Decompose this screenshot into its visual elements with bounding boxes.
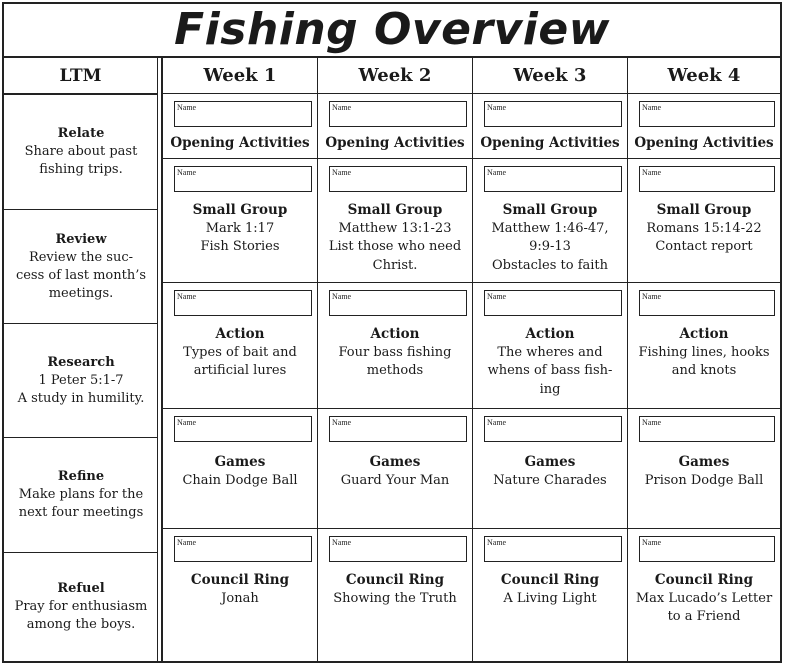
title-bar — [4, 4, 780, 58]
activity-detail: Mark 1:17 — [205, 220, 275, 236]
week-column-1 — [162, 58, 317, 661]
activity-detail: Christ. — [372, 257, 418, 273]
name-field[interactable] — [174, 416, 312, 442]
activity-heading: Council Ring — [654, 572, 754, 588]
name-field[interactable] — [639, 536, 775, 562]
name-field[interactable] — [639, 166, 775, 192]
activity-text — [167, 201, 313, 257]
week-header: Week 1 — [163, 58, 317, 94]
name-field[interactable] — [329, 536, 467, 562]
activity-cell — [473, 94, 627, 158]
activity-cell — [318, 94, 472, 158]
activity-heading: Action — [215, 326, 265, 342]
activity-text — [322, 571, 468, 608]
activity-heading: Opening Activities — [325, 135, 465, 151]
activity-text — [167, 134, 313, 153]
name-field-label: Name — [642, 168, 662, 177]
activity-detail: Contact report — [655, 239, 753, 254]
activity-heading: Small Group — [347, 202, 443, 218]
name-field[interactable] — [484, 290, 622, 316]
ltm-row-heading: Review — [55, 231, 107, 247]
name-field-label: Name — [332, 168, 352, 177]
name-field[interactable] — [174, 536, 312, 562]
name-field-label: Name — [332, 418, 352, 427]
activity-detail: Prison Dodge Ball — [644, 472, 764, 488]
activity-cell — [628, 282, 780, 408]
activity-heading: Action — [525, 326, 575, 342]
ltm-row-text: meetings. — [48, 285, 114, 301]
activity-text — [632, 571, 776, 627]
ltm-row-heading: Refuel — [57, 581, 105, 596]
activity-detail: Jonah — [221, 590, 259, 606]
activity-detail: Obstacles to faith — [491, 257, 609, 273]
ltm-row-text: among the boys. — [26, 617, 136, 632]
activity-heading: Opening Activities — [170, 135, 310, 151]
activity-text — [632, 453, 776, 490]
activity-text — [477, 325, 623, 399]
activity-text — [167, 571, 313, 608]
name-field[interactable] — [639, 101, 775, 127]
ltm-row-refine — [4, 437, 158, 552]
activity-cell — [473, 408, 627, 528]
ltm-row-text: Review the suc- — [28, 249, 134, 265]
page-title: Fishing Overview — [174, 4, 610, 55]
ltm-row-heading: Relate — [57, 126, 105, 141]
activity-cell — [473, 158, 627, 282]
activity-detail: Matthew 1:46-47, — [491, 220, 609, 236]
name-field[interactable] — [174, 166, 312, 192]
activity-heading: Games — [678, 454, 730, 470]
name-field-label: Name — [487, 292, 507, 301]
activity-heading: Action — [370, 326, 420, 342]
activity-detail: 9:9-13 — [529, 239, 571, 254]
name-field[interactable] — [174, 101, 312, 127]
activity-detail: Fish Stories — [200, 239, 280, 254]
activity-text — [322, 325, 468, 381]
activity-detail: artificial lures — [193, 363, 287, 378]
activity-text — [477, 134, 623, 153]
activity-heading: Small Group — [502, 202, 598, 218]
name-field-label: Name — [487, 418, 507, 427]
activity-heading: Council Ring — [500, 572, 600, 588]
activity-cell — [628, 94, 780, 158]
activity-detail: List those who need — [328, 239, 462, 254]
name-field-label: Name — [487, 168, 507, 177]
activity-heading: Games — [524, 454, 576, 470]
activity-text — [632, 325, 776, 381]
activity-cell — [628, 158, 780, 282]
activity-detail: Types of bait and — [183, 344, 297, 360]
name-field-label: Name — [177, 538, 197, 547]
activity-cell — [163, 408, 317, 528]
activity-heading: Council Ring — [345, 572, 445, 588]
activity-detail: to a Friend — [667, 609, 741, 624]
week-header: Week 4 — [628, 58, 780, 94]
ltm-column — [4, 58, 158, 661]
name-field-label: Name — [177, 418, 197, 427]
activity-cell — [163, 158, 317, 282]
activity-text — [322, 453, 468, 490]
activity-cell — [163, 282, 317, 408]
name-field-label: Name — [642, 418, 662, 427]
activity-detail: Chain Dodge Ball — [182, 472, 298, 488]
name-field-label: Name — [332, 292, 352, 301]
name-field-label: Name — [177, 292, 197, 301]
week-header: Week 3 — [473, 58, 627, 94]
ltm-row-text: fishing trips. — [39, 162, 123, 177]
name-field[interactable] — [484, 536, 622, 562]
ltm-row-refuel — [4, 552, 158, 661]
name-field-label: Name — [487, 103, 507, 112]
week-column-3 — [472, 58, 627, 661]
activity-text — [477, 571, 623, 608]
name-field[interactable] — [329, 101, 467, 127]
ltm-row-text: 1 Peter 5:1-7 — [38, 372, 124, 388]
activity-heading: Opening Activities — [634, 135, 774, 151]
ltm-row-heading: Refine — [57, 469, 105, 484]
activity-detail: Showing the Truth — [333, 590, 457, 606]
activity-cell — [163, 94, 317, 158]
activity-detail: Nature Charades — [493, 472, 607, 488]
activity-heading: Small Group — [192, 202, 288, 218]
activity-detail: A Living Light — [503, 590, 597, 606]
activity-detail: Matthew 13:1-23 — [338, 220, 452, 236]
name-field[interactable] — [329, 290, 467, 316]
activity-heading: Small Group — [656, 202, 752, 218]
name-field-label: Name — [642, 103, 662, 112]
activity-detail: Four bass fishing — [338, 344, 452, 360]
activity-detail: Fishing lines, hooks — [638, 344, 770, 360]
ltm-row-review — [4, 209, 158, 323]
activity-detail: Max Lucado’s Letter — [635, 590, 773, 606]
ltm-row-text: Pray for enthusiasm — [14, 599, 148, 614]
name-field[interactable] — [329, 416, 467, 442]
activity-cell — [473, 528, 627, 661]
name-field[interactable] — [484, 166, 622, 192]
name-field-label: Name — [177, 168, 197, 177]
name-field[interactable] — [174, 290, 312, 316]
ltm-row-text: next four meetings — [18, 505, 144, 520]
name-field-label: Name — [177, 103, 197, 112]
ltm-row-text: Make plans for the — [18, 487, 144, 502]
activity-heading: Games — [214, 454, 266, 470]
activity-detail: Guard Your Man — [340, 472, 450, 488]
ltm-row-relate — [4, 94, 158, 209]
activity-heading: Games — [369, 454, 421, 470]
ltm-row-text: A study in humility. — [17, 390, 145, 406]
name-field[interactable] — [329, 166, 467, 192]
activity-detail: ing — [539, 381, 561, 397]
activity-heading: Council Ring — [190, 572, 290, 588]
activity-detail: whens of bass fish- — [487, 363, 613, 378]
activity-detail: The wheres and — [497, 344, 603, 360]
activity-text — [477, 453, 623, 490]
activity-text — [632, 134, 776, 153]
week-header: Week 2 — [318, 58, 472, 94]
name-field-label: Name — [332, 103, 352, 112]
activity-cell — [473, 282, 627, 408]
ltm-header: LTM — [4, 58, 157, 94]
ltm-row-text: Share about past — [24, 144, 138, 159]
activity-detail: Romans 15:14-22 — [646, 220, 762, 236]
activity-text — [632, 201, 776, 257]
activity-heading: Opening Activities — [480, 135, 620, 151]
name-field[interactable] — [484, 416, 622, 442]
activity-text — [477, 201, 623, 275]
name-field-label: Name — [332, 538, 352, 547]
activity-text — [167, 325, 313, 381]
activity-detail: and knots — [671, 363, 737, 378]
activity-text — [167, 453, 313, 490]
ltm-row-research — [4, 323, 158, 437]
name-field[interactable] — [639, 416, 775, 442]
activity-cell — [628, 528, 780, 661]
overview-table — [2, 2, 782, 663]
week-column-2 — [317, 58, 472, 661]
name-field-label: Name — [642, 292, 662, 301]
activity-detail: methods — [366, 363, 424, 378]
activity-cell — [628, 408, 780, 528]
ltm-row-text: cess of last month’s — [15, 267, 147, 283]
activity-cell — [318, 282, 472, 408]
activity-text — [322, 134, 468, 153]
name-field-label: Name — [487, 538, 507, 547]
activity-text — [322, 201, 468, 275]
ltm-row-heading: Research — [47, 354, 115, 370]
activity-cell — [318, 158, 472, 282]
activity-heading: Action — [679, 326, 729, 342]
name-field[interactable] — [639, 290, 775, 316]
week-column-4 — [627, 58, 780, 661]
activity-cell — [163, 528, 317, 661]
name-field[interactable] — [484, 101, 622, 127]
activity-cell — [318, 528, 472, 661]
activity-cell — [318, 408, 472, 528]
name-field-label: Name — [642, 538, 662, 547]
